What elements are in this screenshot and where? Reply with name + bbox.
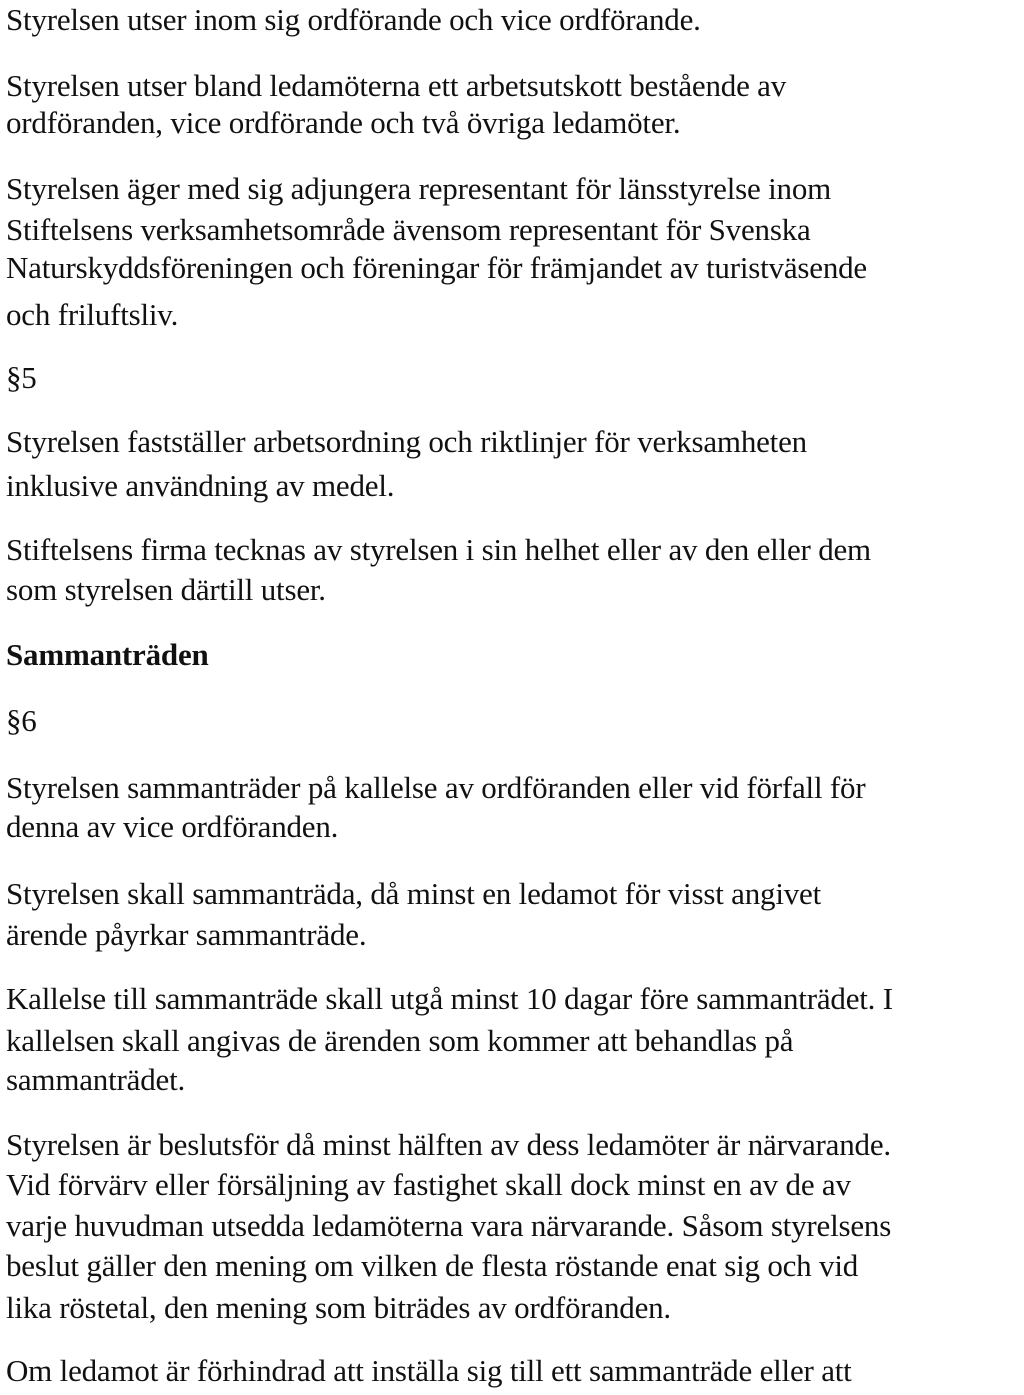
text-line: lika röstetal, den mening som biträdes av ordföranden. [6, 1290, 671, 1325]
text-line: Styrelsen äger med sig adjungera representant för länsstyrelse inom [6, 171, 832, 206]
text-line: ordföranden, vice ordförande och två övriga ledamöter. [6, 105, 681, 140]
text-line: ärende påyrkar sammanträde. [6, 917, 367, 952]
text-line: och friluftsliv. [6, 297, 179, 332]
text-line: kallelsen skall angivas de ärenden som kommer att behandlas på [6, 1023, 794, 1058]
text-line: inklusive användning av medel. [6, 468, 395, 503]
section-number: §6 [6, 703, 37, 738]
text-line: Stiftelsens verksamhetsområde ävensom representant för Svenska [6, 212, 811, 247]
text-line: Styrelsen sammanträder på kallelse av ordföranden eller vid förfall för [6, 770, 866, 805]
text-line: beslut gäller den mening om vilken de flesta röstande enat sig och vid [6, 1248, 859, 1283]
text-line: Styrelsen fastställer arbetsordning och riktlinjer för verksamheten [6, 424, 807, 459]
text-line: Stiftelsens firma tecknas av styrelsen i sin helhet eller av den eller dem [6, 532, 871, 567]
section-number: §5 [6, 360, 37, 395]
text-line: sammanträdet. [6, 1062, 186, 1097]
text-line: varje huvudman utsedda ledamöterna vara närvarande. Såsom styrelsens [6, 1208, 892, 1243]
text-line: Om ledamot är förhindrad att inställa sig till ett sammanträde eller att [6, 1353, 852, 1388]
text-line: Kallelse till sammanträde skall utgå minst 10 dagar före sammanträdet. I [6, 981, 893, 1016]
text-line: Naturskyddsföreningen och föreningar för främjandet av turistväsende [6, 250, 867, 285]
text-line: Styrelsen utser bland ledamöterna ett arbetsutskott bestående av [6, 68, 787, 103]
text-line: Styrelsen utser inom sig ordförande och vice ordförande. [6, 2, 701, 37]
text-line: Styrelsen är beslutsför då minst hälften av dess ledamöter är närvarande. [6, 1127, 891, 1162]
text-line: som styrelsen därtill utser. [6, 572, 326, 607]
text-line: Styrelsen skall sammanträda, då minst en ledamot för visst angivet [6, 876, 822, 911]
text-line: Vid förvärv eller försäljning av fastighet skall dock minst en av de av [6, 1167, 851, 1202]
text-line: denna av vice ordföranden. [6, 809, 339, 844]
section-heading: Sammanträden [6, 637, 209, 672]
